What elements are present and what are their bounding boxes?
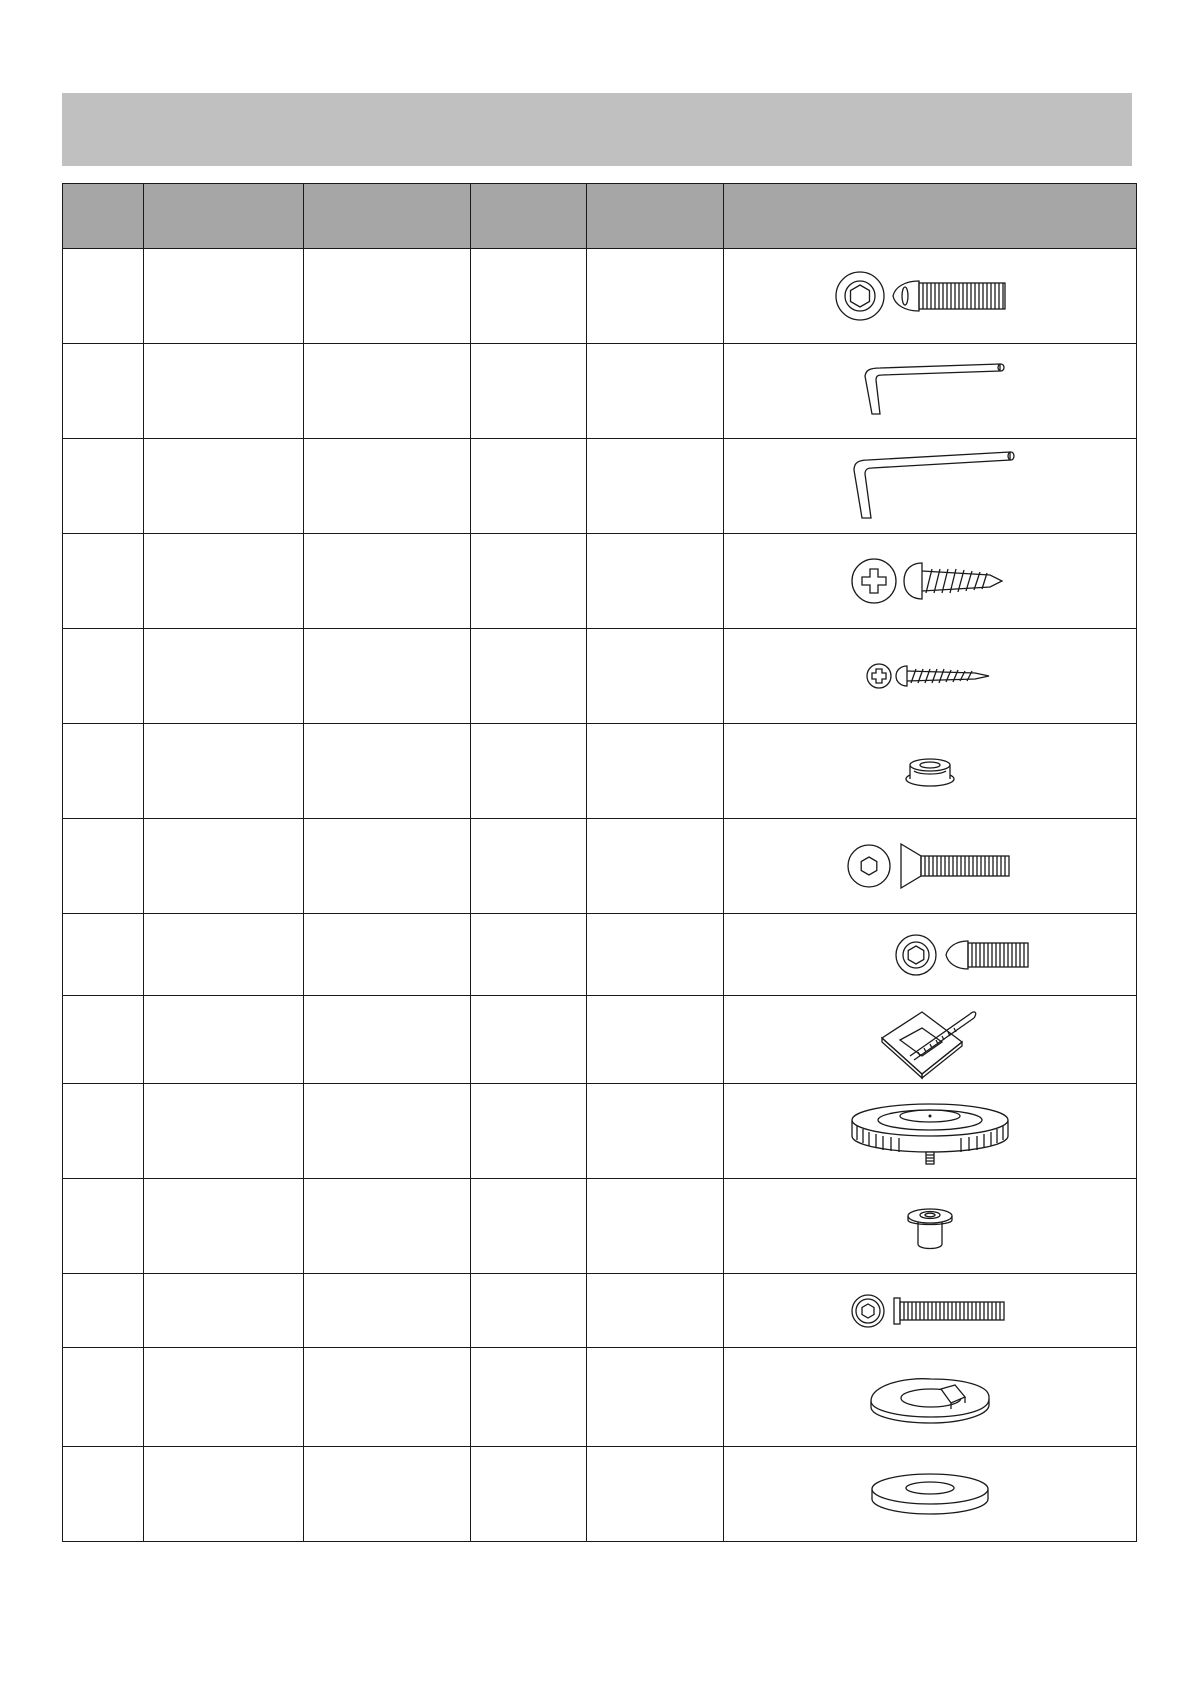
- header-cell-1: [63, 184, 144, 249]
- table-row: [63, 249, 1137, 344]
- table-cell: [471, 534, 587, 629]
- image-cell: [724, 344, 1137, 439]
- table-row: [63, 629, 1137, 724]
- short-button-head-bolt-icon: [894, 925, 1094, 985]
- table-cell: [587, 344, 724, 439]
- table-row: [63, 1084, 1137, 1179]
- table-cell: [63, 344, 144, 439]
- table-cell: [304, 1084, 471, 1179]
- table-cell: [304, 1274, 471, 1348]
- table-cell: [144, 914, 304, 996]
- table-cell: [144, 629, 304, 724]
- table-cell: [587, 439, 724, 534]
- table-cell: [144, 249, 304, 344]
- table-row: [63, 996, 1137, 1084]
- countersunk-hex-socket-bolt-icon: [845, 836, 1015, 896]
- table-cell: [587, 534, 724, 629]
- flat-head-hex-socket-bolt-icon: [850, 1286, 1010, 1336]
- small-phillips-wood-screw-icon: [865, 656, 995, 696]
- long-allen-key-icon: [840, 446, 1020, 526]
- image-cell: [724, 1274, 1137, 1348]
- cable-tie-mount-icon: [870, 998, 990, 1082]
- table-cell: [587, 1447, 724, 1542]
- table-cell: [63, 724, 144, 819]
- image-cell: [724, 249, 1137, 344]
- button-head-hex-socket-bolt-icon: [835, 261, 1025, 331]
- title-bar: [62, 93, 1132, 166]
- table-cell: [63, 996, 144, 1084]
- table-cell: [471, 819, 587, 914]
- table-row: [63, 439, 1137, 534]
- image-cell: [724, 1179, 1137, 1274]
- table-cell: [587, 629, 724, 724]
- image-cell: [724, 996, 1137, 1084]
- table-cell: [63, 629, 144, 724]
- table-row: [63, 819, 1137, 914]
- table-cell: [63, 439, 144, 534]
- table-cell: [304, 1447, 471, 1542]
- table-cell: [471, 914, 587, 996]
- table-row: [63, 1447, 1137, 1542]
- table-row: [63, 534, 1137, 629]
- table-cell: [63, 1179, 144, 1274]
- table-cell: [587, 996, 724, 1084]
- table-cell: [304, 1179, 471, 1274]
- table-cell: [471, 249, 587, 344]
- table-cell: [63, 819, 144, 914]
- image-cell: [724, 629, 1137, 724]
- image-cell: [724, 534, 1137, 629]
- table-cell: [587, 724, 724, 819]
- table-cell: [63, 534, 144, 629]
- table-cell: [304, 724, 471, 819]
- table-cell: [144, 819, 304, 914]
- table-cell: [63, 914, 144, 996]
- table-cell: [471, 629, 587, 724]
- image-cell: [724, 1447, 1137, 1542]
- knurled-leveling-foot-icon: [845, 1096, 1015, 1166]
- table-row: [63, 724, 1137, 819]
- table-cell: [144, 1084, 304, 1179]
- table-cell: [304, 249, 471, 344]
- table-cell: [304, 629, 471, 724]
- table-cell: [471, 1179, 587, 1274]
- table-cell: [471, 1084, 587, 1179]
- table-cell: [471, 439, 587, 534]
- table-cell: [587, 914, 724, 996]
- table-cell: [471, 1348, 587, 1447]
- phillips-pan-head-wood-screw-icon: [850, 551, 1010, 611]
- image-cell: [724, 1084, 1137, 1179]
- header-cell-image: [724, 184, 1137, 249]
- table-cell: [587, 1348, 724, 1447]
- table-cell: [304, 996, 471, 1084]
- table-cell: [63, 1084, 144, 1179]
- image-cell: [724, 724, 1137, 819]
- table-cell: [471, 1274, 587, 1348]
- table-cell: [471, 996, 587, 1084]
- table-row: [63, 1274, 1137, 1348]
- table-cell: [144, 344, 304, 439]
- table-cell: [471, 1447, 587, 1542]
- header-cell-2: [144, 184, 304, 249]
- table-cell: [471, 724, 587, 819]
- table-cell: [144, 439, 304, 534]
- table-cell: [144, 724, 304, 819]
- table-cell: [304, 439, 471, 534]
- split-lock-washer-icon: [865, 1367, 995, 1427]
- table-row: [63, 914, 1137, 996]
- table-cell: [587, 819, 724, 914]
- spacer-grommet-icon: [900, 749, 960, 793]
- table-header-row: [63, 184, 1137, 249]
- table-cell: [63, 1274, 144, 1348]
- table-cell: [144, 1274, 304, 1348]
- table-cell: [587, 1084, 724, 1179]
- table-cell: [587, 1274, 724, 1348]
- image-cell: [724, 1348, 1137, 1447]
- hardware-parts-table: [62, 183, 1137, 1542]
- page-title: [62, 93, 1132, 137]
- table-cell: [304, 1348, 471, 1447]
- image-cell: [724, 439, 1137, 534]
- table-row: [63, 1348, 1137, 1447]
- flat-washer-icon: [865, 1469, 995, 1519]
- table-cell: [144, 996, 304, 1084]
- image-cell: [724, 914, 1137, 996]
- table-row: [63, 1179, 1137, 1274]
- table-cell: [144, 1348, 304, 1447]
- table-cell: [304, 534, 471, 629]
- table-cell: [471, 344, 587, 439]
- table-cell: [63, 249, 144, 344]
- header-cell-3: [304, 184, 471, 249]
- table-cell: [304, 914, 471, 996]
- table-cell: [63, 1348, 144, 1447]
- image-cell: [724, 819, 1137, 914]
- table-cell: [144, 1447, 304, 1542]
- header-cell-5: [587, 184, 724, 249]
- table-cell: [63, 1447, 144, 1542]
- table-row: [63, 344, 1137, 439]
- short-allen-key-icon: [850, 356, 1010, 426]
- table-cell: [144, 1179, 304, 1274]
- table-cell: [304, 819, 471, 914]
- table-cell: [587, 1179, 724, 1274]
- header-cell-4: [471, 184, 587, 249]
- table-cell: [304, 344, 471, 439]
- flanged-bushing-icon: [900, 1196, 960, 1256]
- table-cell: [587, 249, 724, 344]
- table-cell: [144, 534, 304, 629]
